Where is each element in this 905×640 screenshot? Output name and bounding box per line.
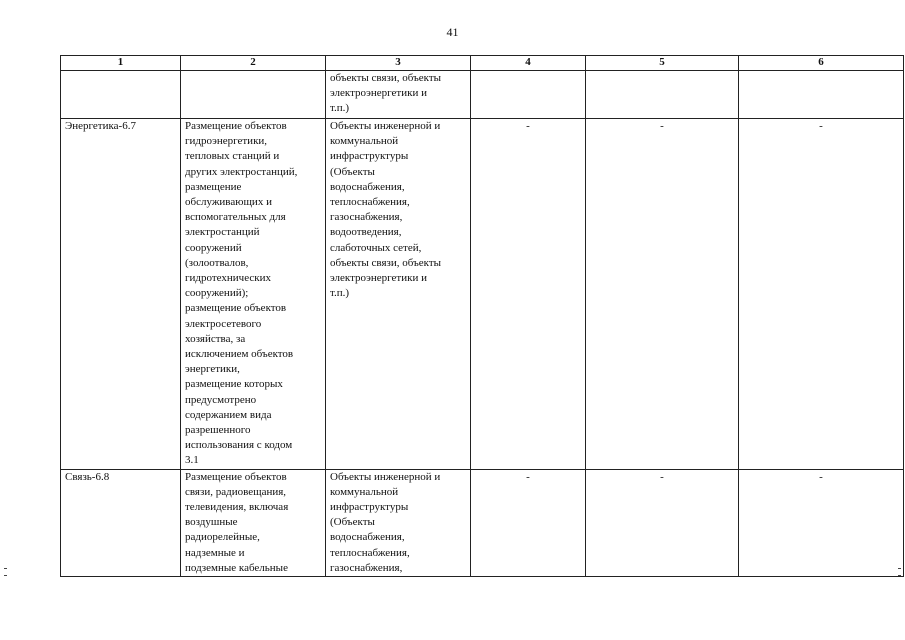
table-row (61, 71, 904, 119)
table-cell (471, 119, 586, 470)
table-cell (61, 119, 181, 470)
page-number: 41 (446, 25, 459, 39)
table-cell (586, 469, 739, 576)
column-header-2: 2 (181, 56, 326, 71)
column-header-5: 5 (586, 56, 739, 71)
table-cell (586, 71, 739, 119)
cell-text: - (660, 120, 664, 132)
cell-text: Связь-6.8 (65, 470, 110, 483)
table-cell (739, 469, 904, 576)
right-scan-mark (898, 568, 901, 576)
cell-text: - (660, 470, 664, 483)
table-cell (471, 469, 586, 576)
table-row (61, 469, 904, 576)
cell-text: - (526, 120, 530, 132)
table-cell (181, 119, 326, 470)
table-cell (326, 119, 471, 470)
cell-text: Энергетика-6.7 (65, 120, 136, 132)
cell-text: - (526, 470, 530, 483)
cell-text: Размещение объектов гидроэнергетики, тепловых станций и других электростанций, размещение обслуживающих и вспомогательных для электростанций сооружений (золоотвалов, гидротехнических сооружений); размещение объектов электросетевого хозяйства, за исключением объектов энергетики, размещение которых предусмотрено содержанием вида разрешенного использования с кодом 3.1 (185, 120, 298, 467)
column-header-4: 4 (471, 56, 586, 71)
table-cell (471, 71, 586, 119)
cell-text: - (819, 120, 823, 132)
table-cell (739, 119, 904, 470)
cell-text: объекты связи, объекты электроэнергетики и т.п.) (330, 72, 442, 115)
cell-text: Объекты инженерной и коммунальной инфраструктуры (Объекты водоснабжения, теплоснабжения, газоснабжения, (330, 470, 441, 574)
land-use-table (60, 55, 904, 577)
table-cell (326, 71, 471, 119)
left-scan-mark (4, 568, 7, 576)
header-row (61, 56, 904, 71)
column-header-1: 1 (61, 56, 181, 71)
table-cell (61, 71, 181, 119)
table-cell (586, 119, 739, 470)
column-header-6: 6 (739, 56, 904, 71)
table-cell (61, 469, 181, 576)
column-header-3: 3 (326, 56, 471, 71)
table-cell (181, 469, 326, 576)
table-cell (739, 71, 904, 119)
cell-text: Размещение объектов связи, радиовещания, телевидения, включая воздушные радиорелейные, надземные и подземные кабельные (185, 470, 289, 574)
cell-text: Объекты инженерной и коммунальной инфраструктуры (Объекты водоснабжения, теплоснабжения, газоснабжения, водоотведения, слаботочных сетей, объекты связи, объекты электроэнергетики и т.п.) (330, 120, 442, 300)
table-cell (326, 469, 471, 576)
table-cell (181, 71, 326, 119)
table-row (61, 119, 904, 470)
cell-text: - (819, 470, 823, 483)
